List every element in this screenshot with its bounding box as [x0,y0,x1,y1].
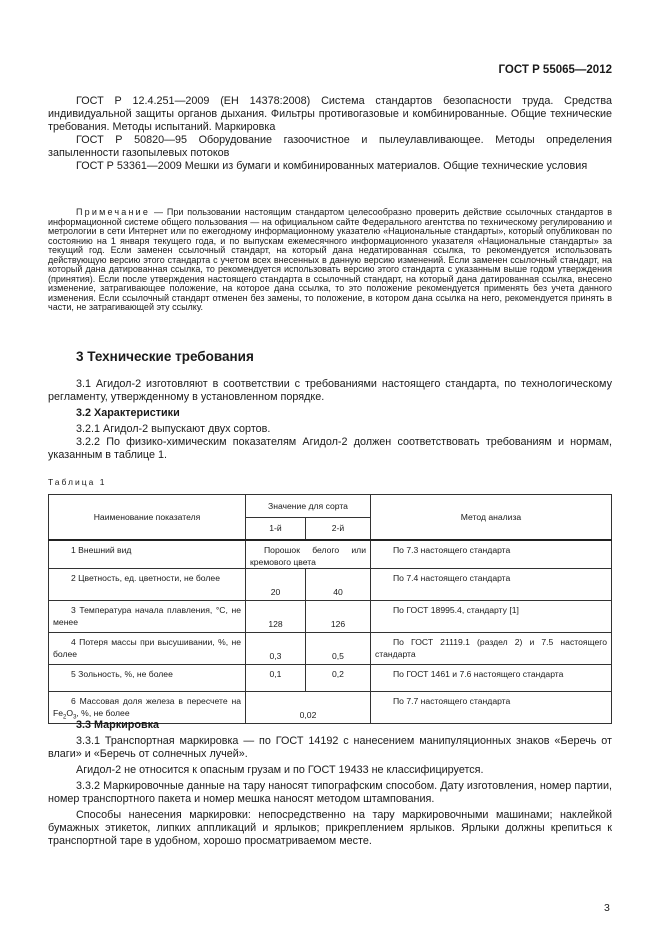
paragraph-3-1: 3.1 Агидол-2 изготовляют в соответствии с требованиями настоящего стандарта, по технологическому регламенту, утвержденному в установленном порядке. [48,378,612,403]
name-part: 6 Массовая доля железа в пересчете на Fe [53,695,241,718]
grade-1-value: 128 [246,600,306,632]
header-grade-1: 1-й [246,518,306,540]
indicator-name: 2 Цветность, ед. цветности, не более [49,568,246,600]
grade-1-value: 0,3 [246,632,306,664]
name-part: O [66,707,74,718]
reference-item: ГОСТ Р 50820—95 Оборудование газоочистное и пылеулавливающее. Методы определения запыленности газопылевых потоков [48,134,612,159]
subsection-title-3-2: 3.2 Характеристики [76,407,180,419]
header-indicator-name: Наименование показателя [49,495,246,540]
grade-2-value: 0,5 [306,632,371,664]
table-caption: Таблица 1 [48,477,107,487]
reference-item: ГОСТ Р 53361—2009 Мешки из бумаги и комбинированных материалов. Общие технические условия [76,160,588,172]
header-grade-2: 2-й [306,518,371,540]
header-analysis-method: Метод анализа [371,495,612,540]
indicator-name: 3 Температура начала плавления, °С, не менее [49,600,246,632]
grade-1-value: 20 [246,568,306,600]
name-part: , %, не более [76,707,130,718]
analysis-method: По 7.4 настоящего стандарта [371,568,612,600]
grade-value: 0,02 [246,691,371,724]
indicator-name: 5 Зольность, %, не более [49,664,246,691]
section-3 [48,349,612,462]
paragraph-3-3-1: 3.3.1 Транспортная маркировка — по ГОСТ 14192 с нанесением манипуляционных знаков «Беречь от влаги» и «Беречь от солнечных лучей». [48,735,612,760]
table-1 [48,494,612,724]
analysis-method: По ГОСТ 21119.1 (раздел 2) и 7.5 настоящего стандарта [371,632,612,664]
table-row [49,568,612,600]
note-block [48,208,612,313]
section-title: 3 Технические требования [76,349,254,364]
grade-2-value: 40 [306,568,371,600]
paragraph-marking-methods: Способы нанесения маркировки: непосредственно на тару маркировочными машинами; наклейкой бумажных этикеток, липких аппликаций и ярлыков; прикреплением ярлыков. Ярлыки должны крепиться к транспортной таре в удобном, хорошо просматриваемом месте. [48,809,612,847]
grade-1-value: 0,1 [246,664,306,691]
paragraph-dangerous-goods: Агидол-2 не относится к опасным грузам и по ГОСТ 19433 не классифицируется. [76,764,484,776]
document-header: ГОСТ Р 55065—2012 [498,64,612,76]
table-row [49,664,612,691]
subscript: 3 [73,714,77,721]
paragraph-3-2-2: 3.2.2 По физико-химическим показателям Агидол-2 должен соответствовать требованиям и нормам, указанным в таблице 1. [48,436,612,461]
section-3-3 [48,719,612,848]
grade-value: Порошок белого или кремового цвета [246,540,371,569]
normative-references [48,95,612,173]
subsection-title-3-3: 3.3 Маркировка [76,719,160,731]
note-label: Примечание [76,207,151,217]
page-number: 3 [604,902,610,914]
indicator-name: 4 Потеря массы при высушивании, %, не более [49,632,246,664]
table-row [49,632,612,664]
analysis-method: По 7.7 настоящего стандарта [371,691,612,724]
analysis-method: По ГОСТ 1461 и 7.6 настоящего стандарта [371,664,612,691]
header-grade-value: Значение для сорта [246,495,371,518]
analysis-method: По 7.3 настоящего стандарта [371,540,612,569]
paragraph-3-2-1: 3.2.1 Агидол-2 выпускают двух сортов. [76,423,271,435]
indicator-name: 1 Внешний вид [49,540,246,569]
analysis-method: По ГОСТ 18995.4, стандарту [1] [371,600,612,632]
table-row [49,540,612,569]
grade-2-value: 0,2 [306,664,371,691]
reference-item: ГОСТ Р 12.4.251—2009 (ЕН 14378:2008) Система стандартов безопасности труда. Средства индивидуальной защиты органов дыхания. Фильтры противогазовые и комбинированные. Общие технические требования. Методы испытаний. Маркировка [48,95,612,133]
table-row [49,600,612,632]
note-text: — При пользовании настоящим стандартом целесообразно проверить действие ссылочных стандартов в информационной системе общего пользования — на официальном сайте Федерального агентства по техническому регулированию и метрологии в сети Интернет или по ежегодному информационному указателю «Национальные стандарты», который опубликован по состоянию на 1 января текущего года, и по выпускам ежемесячного информационного указателя «Национальные стандарты» за текущий год. Если заменен ссылочный стандарт, на который дана недатированная ссылка, то рекомендуется использовать действующую версию этого стандарта с учетом всех внесенных в данную версию изменений. Если заменен ссылочный стандарт, на который дана датированная ссылка, то рекомендуется использовать версию этого стандарта с указанным выше годом утверждения (принятия). Если после утверждения настоящего стандарта в ссылочный стандарт, на который дана датированная ссылка, внесено изменение, затрагивающее положение, на которое дана ссылка, то это положение рекомендуется применять без учета данного изменения. Если ссылочный стандарт отменен без замены, то положение, в котором дана ссылка на него, рекомендуется принять в части, не затрагивающей эту ссылку. [48,207,612,313]
subscript: 2 [63,714,67,721]
paragraph-3-3-2: 3.3.2 Маркировочные данные на тару наносят типографским способом. Дату изготовления, номер партии, номер транспортного пакета и номер мешка наносят методом штампования. [48,780,612,805]
grade-2-value: 126 [306,600,371,632]
